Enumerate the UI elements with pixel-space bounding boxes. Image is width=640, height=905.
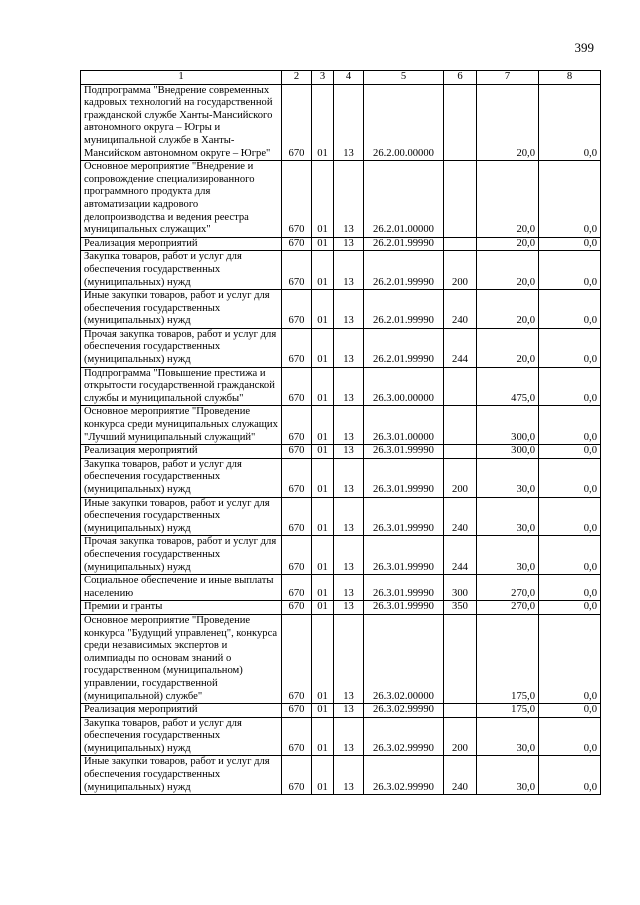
amount-cell: 30,0	[477, 458, 539, 497]
amount-cell: 270,0	[477, 601, 539, 615]
subsection-code-cell: 13	[334, 756, 364, 795]
target-article-cell: 26.3.02.99990	[364, 756, 444, 795]
amount-cell: 30,0	[477, 756, 539, 795]
column-header: 7	[477, 71, 539, 85]
amount-secondary-cell: 0,0	[539, 497, 601, 536]
target-article-cell: 26.3.02.99990	[364, 704, 444, 718]
page-number: 399	[574, 40, 594, 55]
section-code-cell: 01	[312, 614, 334, 703]
row-name-cell: Реализация мероприятий	[81, 237, 282, 251]
amount-cell: 475,0	[477, 367, 539, 406]
amount-cell: 20,0	[477, 251, 539, 290]
section-code-cell: 01	[312, 497, 334, 536]
expense-type-cell: 200	[444, 717, 477, 756]
subsection-code-cell: 13	[334, 290, 364, 329]
target-article-cell: 26.3.02.00000	[364, 614, 444, 703]
amount-cell: 20,0	[477, 328, 539, 367]
amount-cell: 20,0	[477, 161, 539, 238]
subsection-code-cell: 13	[334, 536, 364, 575]
section-code-cell: 01	[312, 84, 334, 161]
ministry-code-cell: 670	[282, 290, 312, 329]
target-article-cell: 26.2.00.00000	[364, 84, 444, 161]
amount-secondary-cell: 0,0	[539, 704, 601, 718]
expense-type-cell: 240	[444, 756, 477, 795]
ministry-code-cell: 670	[282, 458, 312, 497]
row-name-cell: Премии и гранты	[81, 601, 282, 615]
row-name-cell: Подпрограмма "Повышение престижа и открытости государственной гражданской службы и муниципальной службы"	[81, 367, 282, 406]
subsection-code-cell: 13	[334, 704, 364, 718]
ministry-code-cell: 670	[282, 328, 312, 367]
ministry-code-cell: 670	[282, 614, 312, 703]
amount-secondary-cell: 0,0	[539, 328, 601, 367]
expense-type-cell	[444, 445, 477, 459]
amount-cell: 30,0	[477, 497, 539, 536]
expense-type-cell	[444, 367, 477, 406]
table-row	[81, 601, 601, 615]
section-code-cell: 01	[312, 251, 334, 290]
table-row	[81, 445, 601, 459]
column-header: 3	[312, 71, 334, 85]
ministry-code-cell: 670	[282, 445, 312, 459]
ministry-code-cell: 670	[282, 161, 312, 238]
amount-cell: 20,0	[477, 290, 539, 329]
ministry-code-cell: 670	[282, 84, 312, 161]
amount-secondary-cell: 0,0	[539, 290, 601, 329]
column-header: 1	[81, 71, 282, 85]
column-header: 2	[282, 71, 312, 85]
target-article-cell: 26.3.01.99990	[364, 601, 444, 615]
section-code-cell: 01	[312, 575, 334, 601]
subsection-code-cell: 13	[334, 251, 364, 290]
subsection-code-cell: 13	[334, 161, 364, 238]
section-code-cell: 01	[312, 704, 334, 718]
expense-type-cell: 200	[444, 251, 477, 290]
amount-secondary-cell: 0,0	[539, 367, 601, 406]
column-header: 8	[539, 71, 601, 85]
row-name-cell: Иные закупки товаров, работ и услуг для обеспечения государственных (муниципальных) нужд	[81, 756, 282, 795]
row-name-cell: Социальное обеспечение и иные выплаты населению	[81, 575, 282, 601]
amount-secondary-cell: 0,0	[539, 575, 601, 601]
table-row	[81, 717, 601, 756]
table-row	[81, 536, 601, 575]
subsection-code-cell: 13	[334, 84, 364, 161]
subsection-code-cell: 13	[334, 328, 364, 367]
subsection-code-cell: 13	[334, 575, 364, 601]
target-article-cell: 26.2.01.99990	[364, 290, 444, 329]
table-row	[81, 704, 601, 718]
subsection-code-cell: 13	[334, 367, 364, 406]
column-header: 5	[364, 71, 444, 85]
ministry-code-cell: 670	[282, 497, 312, 536]
row-name-cell: Основное мероприятие "Проведение конкурса "Будущий управленец", конкурса среди независимых экспертов и олимпиады по основам знаний о государственном (муниципальном) управлении, государственной (муниципальной) службе"	[81, 614, 282, 703]
amount-secondary-cell: 0,0	[539, 406, 601, 445]
row-name-cell: Реализация мероприятий	[81, 704, 282, 718]
row-name-cell: Закупка товаров, работ и услуг для обеспечения государственных (муниципальных) нужд	[81, 251, 282, 290]
table-row	[81, 290, 601, 329]
column-header: 4	[334, 71, 364, 85]
expense-type-cell: 350	[444, 601, 477, 615]
row-name-cell: Основное мероприятие "Внедрение и сопровождение специализированного программного продукта для автоматизации кадрового делопроизводства и ведения реестра муниципальных служащих"	[81, 161, 282, 238]
target-article-cell: 26.3.01.99990	[364, 445, 444, 459]
subsection-code-cell: 13	[334, 406, 364, 445]
amount-cell: 300,0	[477, 445, 539, 459]
amount-secondary-cell: 0,0	[539, 458, 601, 497]
expense-type-cell	[444, 84, 477, 161]
section-code-cell: 01	[312, 367, 334, 406]
expense-type-cell	[444, 406, 477, 445]
table-row	[81, 406, 601, 445]
target-article-cell: 26.2.01.99990	[364, 251, 444, 290]
row-name-cell: Прочая закупка товаров, работ и услуг для обеспечения государственных (муниципальных) нужд	[81, 536, 282, 575]
amount-cell: 300,0	[477, 406, 539, 445]
budget-table	[80, 70, 601, 795]
ministry-code-cell: 670	[282, 367, 312, 406]
amount-secondary-cell: 0,0	[539, 601, 601, 615]
section-code-cell: 01	[312, 756, 334, 795]
amount-secondary-cell: 0,0	[539, 756, 601, 795]
table-row	[81, 756, 601, 795]
row-name-cell: Основное мероприятие "Проведение конкурса среди муниципальных служащих "Лучший муниципальный служащий"	[81, 406, 282, 445]
section-code-cell: 01	[312, 536, 334, 575]
subsection-code-cell: 13	[334, 601, 364, 615]
amount-cell: 30,0	[477, 536, 539, 575]
section-code-cell: 01	[312, 445, 334, 459]
subsection-code-cell: 13	[334, 497, 364, 536]
target-article-cell: 26.2.01.99990	[364, 237, 444, 251]
amount-secondary-cell: 0,0	[539, 614, 601, 703]
table-row	[81, 237, 601, 251]
section-code-cell: 01	[312, 406, 334, 445]
expense-type-cell: 300	[444, 575, 477, 601]
table-row	[81, 575, 601, 601]
expense-type-cell: 240	[444, 290, 477, 329]
ministry-code-cell: 670	[282, 717, 312, 756]
amount-cell: 20,0	[477, 84, 539, 161]
target-article-cell: 26.3.00.00000	[364, 367, 444, 406]
amount-cell: 175,0	[477, 704, 539, 718]
amount-secondary-cell: 0,0	[539, 445, 601, 459]
amount-secondary-cell: 0,0	[539, 536, 601, 575]
target-article-cell: 26.3.01.99990	[364, 536, 444, 575]
table-row	[81, 161, 601, 238]
table-row	[81, 251, 601, 290]
table-row	[81, 614, 601, 703]
table-row	[81, 84, 601, 161]
row-name-cell: Реализация мероприятий	[81, 445, 282, 459]
expense-type-cell: 200	[444, 458, 477, 497]
expense-type-cell	[444, 161, 477, 238]
target-article-cell: 26.2.01.00000	[364, 161, 444, 238]
amount-cell: 20,0	[477, 237, 539, 251]
table-body	[81, 71, 601, 795]
ministry-code-cell: 670	[282, 251, 312, 290]
target-article-cell: 26.3.01.99990	[364, 497, 444, 536]
subsection-code-cell: 13	[334, 614, 364, 703]
amount-secondary-cell: 0,0	[539, 251, 601, 290]
amount-secondary-cell: 0,0	[539, 161, 601, 238]
target-article-cell: 26.3.01.99990	[364, 458, 444, 497]
ministry-code-cell: 670	[282, 575, 312, 601]
row-name-cell: Закупка товаров, работ и услуг для обеспечения государственных (муниципальных) нужд	[81, 458, 282, 497]
section-code-cell: 01	[312, 290, 334, 329]
ministry-code-cell: 670	[282, 704, 312, 718]
table-header-row	[81, 71, 601, 85]
amount-cell: 270,0	[477, 575, 539, 601]
amount-secondary-cell: 0,0	[539, 717, 601, 756]
table-row	[81, 497, 601, 536]
subsection-code-cell: 13	[334, 717, 364, 756]
expense-type-cell	[444, 704, 477, 718]
column-header: 6	[444, 71, 477, 85]
table-row	[81, 458, 601, 497]
ministry-code-cell: 670	[282, 756, 312, 795]
target-article-cell: 26.3.02.99990	[364, 717, 444, 756]
target-article-cell: 26.2.01.99990	[364, 328, 444, 367]
expense-type-cell: 244	[444, 536, 477, 575]
expense-type-cell: 240	[444, 497, 477, 536]
table-row	[81, 328, 601, 367]
amount-cell: 175,0	[477, 614, 539, 703]
amount-secondary-cell: 0,0	[539, 84, 601, 161]
ministry-code-cell: 670	[282, 601, 312, 615]
row-name-cell: Подпрограмма "Внедрение современных кадровых технологий на государственной гражданской службе Ханты-Мансийского автономного округа – Югры и муниципальной службе в Ханты-Мансийском автономном округе – Югре"	[81, 84, 282, 161]
subsection-code-cell: 13	[334, 237, 364, 251]
target-article-cell: 26.3.01.00000	[364, 406, 444, 445]
ministry-code-cell: 670	[282, 406, 312, 445]
section-code-cell: 01	[312, 717, 334, 756]
subsection-code-cell: 13	[334, 445, 364, 459]
subsection-code-cell: 13	[334, 458, 364, 497]
ministry-code-cell: 670	[282, 536, 312, 575]
section-code-cell: 01	[312, 601, 334, 615]
section-code-cell: 01	[312, 237, 334, 251]
amount-cell: 30,0	[477, 717, 539, 756]
row-name-cell: Иные закупки товаров, работ и услуг для обеспечения государственных (муниципальных) нужд	[81, 497, 282, 536]
row-name-cell: Иные закупки товаров, работ и услуг для обеспечения государственных (муниципальных) нужд	[81, 290, 282, 329]
row-name-cell: Закупка товаров, работ и услуг для обеспечения государственных (муниципальных) нужд	[81, 717, 282, 756]
ministry-code-cell: 670	[282, 237, 312, 251]
section-code-cell: 01	[312, 458, 334, 497]
table-row	[81, 367, 601, 406]
section-code-cell: 01	[312, 161, 334, 238]
amount-secondary-cell: 0,0	[539, 237, 601, 251]
expense-type-cell	[444, 614, 477, 703]
section-code-cell: 01	[312, 328, 334, 367]
row-name-cell: Прочая закупка товаров, работ и услуг для обеспечения государственных (муниципальных) нужд	[81, 328, 282, 367]
expense-type-cell: 244	[444, 328, 477, 367]
expense-type-cell	[444, 237, 477, 251]
target-article-cell: 26.3.01.99990	[364, 575, 444, 601]
